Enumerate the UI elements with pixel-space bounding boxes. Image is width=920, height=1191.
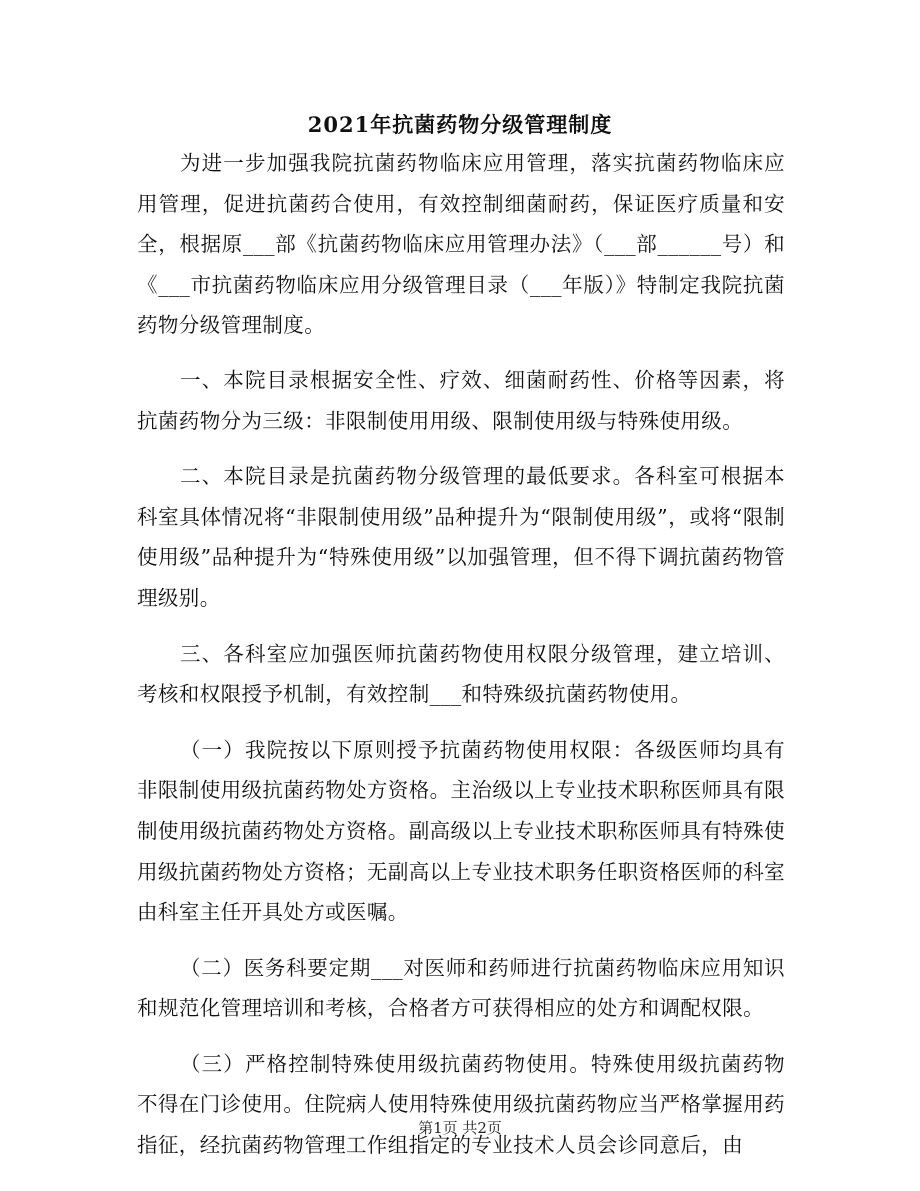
paragraph-item-1: （一）我院按以下原则授予抗菌药物使用权限：各级医师均具有非限制使用级抗菌药物处方资格。主治级以上专业技术职称医师具有限制使用级抗菌药物处方资格。副高级以上专业技术职称医师具有特殊使用级抗菌药物处方资格；无副高以上专业技术职务任职资格医师的科室由科室主任开具处方或医嘱。 bbox=[137, 737, 785, 925]
document-body bbox=[137, 143, 785, 1166]
paragraph-section-1: 一、本院目录根据安全性、疗效、细菌耐药性、价格等因素，将抗菌药物分为三级：非限制使用用级、限制使用级与特殊使用级。 bbox=[137, 367, 785, 433]
paragraph-section-2: 二、本院目录是抗菌药物分级管理的最低要求。各科室可根据本科室具体情况将“非限制使用级”品种提升为“限制使用级”，或将“限制使用级”品种提升为“特殊使用级”以加强管理，但不得下调抗菌药物管理级别。 bbox=[137, 464, 785, 610]
paragraph-intro: 为进一步加强我院抗菌药物临床应用管理，落实抗菌药物临床应用管理，促进抗菌药合使用，有效控制细菌耐药，保证医疗质量和安全，根据原___部《抗菌药物临床应用管理办法》（___部______号）和《___市抗菌药物临床应用分级管理目录（___年版）》特制定我院抗菌药物分级管理制度。 bbox=[137, 151, 785, 338]
paragraph-item-3: （三）严格控制特殊使用级抗菌药物使用。特殊使用级抗菌药物不得在门诊使用。住院病人使用特殊使用级抗菌药物应当严格掌握用药指征，经抗菌药物管理工作组指定的专业技术人员会诊同意后，由 bbox=[137, 1051, 785, 1158]
document-title: 2021年抗菌药物分级管理制度 bbox=[307, 112, 613, 137]
paragraph-section-3: 三、各科室应加强医师抗菌药物使用权限分级管理，建立培训、考核和权限授予机制，有效控制___和特殊级抗菌药物使用。 bbox=[137, 641, 785, 707]
paragraph-item-2: （二）医务科要定期___对医师和药师进行抗菌药物临床应用知识和规范化管理培训和考核，合格者方可获得相应的处方和调配权限。 bbox=[137, 955, 785, 1021]
page-number-footer: 第1页 共2页 bbox=[418, 1119, 502, 1137]
